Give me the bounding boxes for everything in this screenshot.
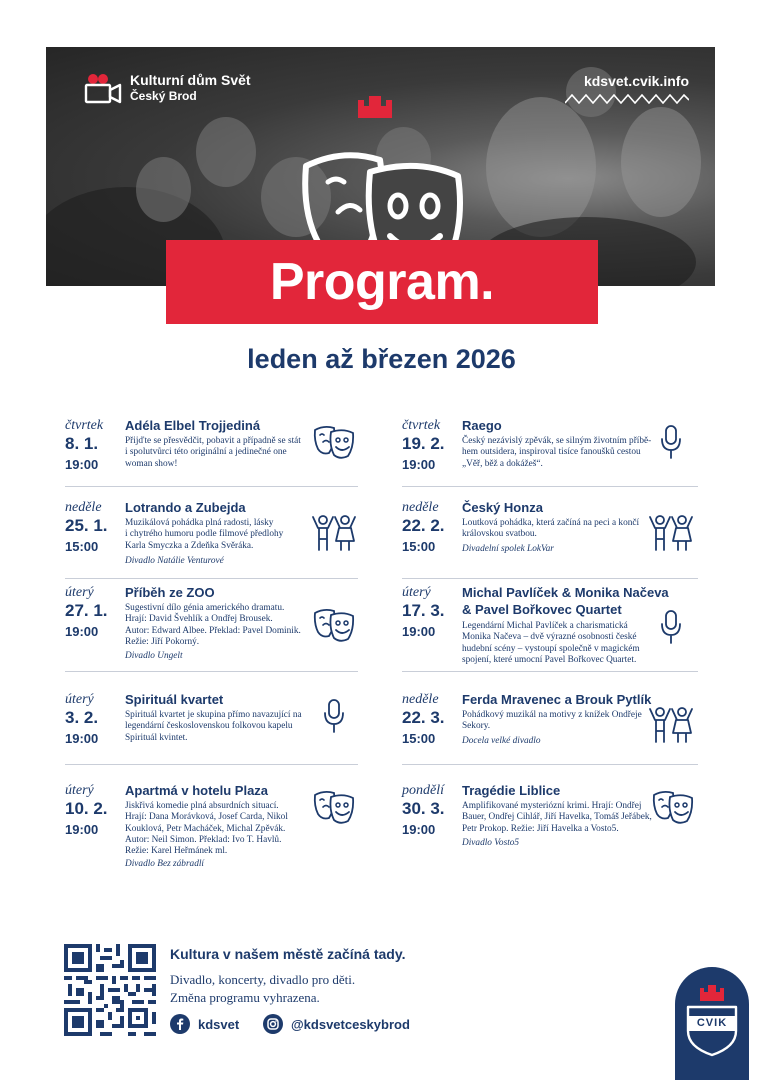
divider <box>402 671 698 672</box>
event-description: Loutková pohádka, která začíná na peci a končí královskou svatbou. <box>462 518 640 540</box>
children-icon <box>647 706 695 744</box>
event-time: 19:00 <box>402 624 436 639</box>
event-day: úterý <box>65 692 94 707</box>
event-day: úterý <box>65 783 94 798</box>
event-date: 22. 2. <box>402 516 445 535</box>
event-day: pondělí <box>402 783 444 798</box>
event-time: 19:00 <box>65 731 99 746</box>
footer-line-1: Divadlo, koncerty, divadlo pro děti. <box>170 972 356 987</box>
event-ensemble: Divadlo Ungelt <box>125 651 183 661</box>
children-icon <box>310 514 358 552</box>
event-day: neděle <box>65 500 102 515</box>
theater-masks-icon <box>652 789 694 825</box>
event-time: 19:00 <box>65 457 99 472</box>
event-date: 25. 1. <box>65 516 108 535</box>
divider <box>402 486 698 487</box>
facebook-icon <box>170 1014 190 1034</box>
theater-masks-icon <box>313 424 355 460</box>
facebook-handle: kdsvet <box>198 1016 240 1032</box>
event-ensemble: Divadlo Natálie Venturové <box>125 556 224 566</box>
event-title: Adéla Elbel Trojjediná <box>125 418 261 433</box>
event-time: 19:00 <box>65 624 99 639</box>
event-title: Michal Pavlíček & Monika Načeva <box>462 585 669 600</box>
event-ensemble: Divadlo Bez zábradlí <box>125 859 205 869</box>
badge-label: CVIK <box>687 1016 737 1031</box>
event-ensemble: Divadlo Vosto5 <box>462 838 520 848</box>
event-day: neděle <box>402 692 439 707</box>
event-time: 19:00 <box>402 822 436 837</box>
event-title: Raego <box>462 418 502 433</box>
event-title: Apartmá v hotelu Plaza <box>125 783 269 798</box>
crown-icon <box>700 985 724 1001</box>
instagram-handle: @kdsvetceskybrod <box>291 1016 410 1032</box>
event-day: úterý <box>65 585 94 600</box>
theater-masks-icon <box>313 607 355 643</box>
facebook-link[interactable] <box>170 1014 239 1034</box>
event-description: Přijďte se přesvědčit, pobavit a případně se stát i spolutvůrci této originální a jedinečné one woman show! <box>125 436 301 469</box>
divider <box>65 764 358 765</box>
event-description: Sugestivní dílo génia amerického dramatu. Hrají: David Švehlík a Ondřej Brousek. Autor: Edward Albee. Překlad: Pavel Dominik. Režie: Jiří Pokorný. <box>125 603 301 647</box>
zigzag-decoration <box>565 94 689 104</box>
instagram-icon <box>263 1014 283 1034</box>
org-city: Český Brod <box>130 89 197 104</box>
event-date: 19. 2. <box>402 434 445 453</box>
event-title: Ferda Mravenec a Brouk Pytlík <box>462 692 652 707</box>
event-description: Jiskřivá komedie plná absurdních situací. Hrají: Dana Morávková, Josef Carda, Nikol Kouklová, Petr Macháček, Michal Zpěvák. Autor: Neil Simon. Překlad: Ivo T. Havlů. Režie: Karel Heřmánek ml. <box>125 801 288 857</box>
microphone-icon <box>660 424 682 460</box>
event-time: 15:00 <box>402 539 436 554</box>
website-link[interactable]: kdsvet.cvik.info <box>583 73 689 89</box>
event-time: 19:00 <box>65 822 99 837</box>
event-day: neděle <box>402 500 439 515</box>
event-title: Český Honza <box>462 500 543 515</box>
event-date: 22. 3. <box>402 708 445 727</box>
event-description: Český nezávislý zpěvák, se silným životním příbě- hem outsidera, inspiroval tisíce fanoušků cestou „Věř, běž a dokážeš“. <box>462 436 652 469</box>
event-title: Lotrando a Zubejda <box>125 500 246 515</box>
event-description: Pohádkový muzikál na motivy z knížek Ondřeje Sekory. <box>462 710 642 732</box>
event-title: Tragédie Liblice <box>462 783 561 798</box>
theater-masks-icon <box>313 789 355 825</box>
date-range-subtitle: leden až březen 2026 <box>247 344 516 374</box>
cvik-badge <box>675 967 749 1080</box>
event-description: Amplifikované mysteriózní krimi. Hrají: Ondřej Bauer, Ondřej Cihlář, Jiří Havelka, Tomáš Jeřábek, Petr Prokop. Režie: Jiří Havelka a Vosto5. <box>462 801 652 834</box>
event-time: 19:00 <box>402 457 436 472</box>
event-ensemble: Docela velké divadlo <box>462 736 541 746</box>
org-name: Kulturní dům Svět <box>130 72 251 89</box>
event-title: Spirituál kvartet <box>125 692 224 707</box>
event-description: Muzikálová pohádka plná radosti, lásky i chytrého humoru podle filmové předlohy Karla Smyczka a Zdeňka Svěráka. <box>125 518 284 551</box>
divider <box>65 486 358 487</box>
footer-line-2: Změna programu vyhrazena. <box>170 990 320 1005</box>
crown-icon <box>358 96 392 118</box>
divider <box>65 578 358 579</box>
children-icon <box>647 514 695 552</box>
event-description: Spirituál kvartet je skupina přímo navazující na legendární československou folkovou kapelu Spirituál kvintet. <box>125 710 302 743</box>
brand-logo <box>84 72 251 104</box>
event-date: 17. 3. <box>402 601 445 620</box>
divider <box>402 764 698 765</box>
event-day: úterý <box>402 585 431 600</box>
event-time: 15:00 <box>65 539 99 554</box>
camera-icon <box>84 72 122 104</box>
program-title-box <box>166 240 598 324</box>
event-date: 10. 2. <box>65 799 108 818</box>
event-date: 30. 3. <box>402 799 445 818</box>
event-date: 8. 1. <box>65 434 99 453</box>
event-day: čtvrtek <box>65 418 104 433</box>
qr-code[interactable] <box>64 944 156 1036</box>
event-date: 27. 1. <box>65 601 108 620</box>
divider <box>65 671 358 672</box>
event-description: Legendární Michal Pavlíček a charismatická Monika Načeva – dvě výrazné osobnosti české hudební scény – vystoupí společně v magickém spojení, které umocní Pavel Bořkovec Quartet. <box>462 621 640 665</box>
event-time: 15:00 <box>402 731 436 746</box>
shield-icon <box>686 1005 738 1057</box>
instagram-link[interactable] <box>263 1014 410 1034</box>
program-title: Program. <box>269 253 495 311</box>
footer-headline: Kultura v našem městě začíná tady. <box>170 946 406 962</box>
divider <box>402 578 698 579</box>
event-day: čtvrtek <box>402 418 441 433</box>
microphone-icon <box>323 698 345 734</box>
event-title-line2: & Pavel Bořkovec Quartet <box>462 602 622 617</box>
event-date: 3. 2. <box>65 708 99 727</box>
microphone-icon <box>660 609 682 645</box>
event-title: Příběh ze ZOO <box>125 585 215 600</box>
event-ensemble: Divadelní spolek LokVar <box>462 544 554 554</box>
